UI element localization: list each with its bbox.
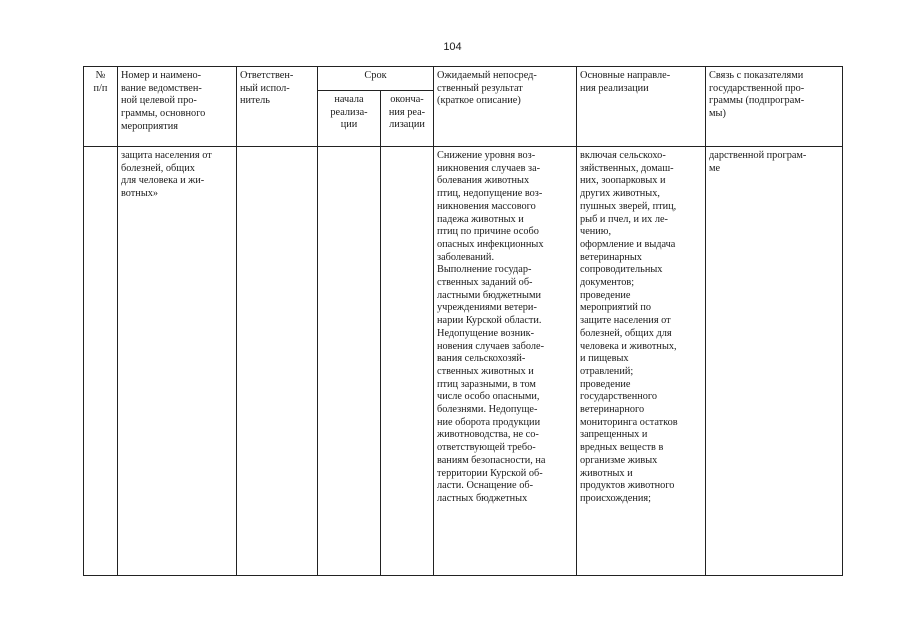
table-row (84, 147, 843, 576)
header-name: Номер и наимено- вание ведомствен- ной целевой про- граммы, основного мероприятия (118, 67, 237, 147)
header-directions: Основные направле- ния реализации (577, 67, 706, 147)
cell-link: дарственной програм- ме (706, 147, 843, 576)
program-table (83, 66, 843, 576)
header-executor: Ответствен- ный испол- нитель (237, 67, 318, 147)
cell-name: защита населения от болезней, общих для человека и жи- вотных» (118, 147, 237, 576)
page-number: 104 (443, 41, 462, 53)
cell-result: Снижение уровня воз- никновения случаев за- болевания животных птиц, недопущение воз- никновения массового падежа животных и птиц по причине особо опасных инфекционных заболеваний. Выполнение государ- ственных заданий об- ластными бюджетными учреждениями ветери- нарии Курской области. Недопущение возник- новения случаев заболе- вания сельскохозяй- ственных животных и птиц заразными, в том числе особо опасными, болезнями. Недопуще- ние оборота продукции животноводства, не со- ответствующей требо- ваниям безопасности, на территории Курской об- ласти. Оснащение об- ластных бюджетных (434, 147, 577, 576)
cell-term-start (318, 147, 381, 576)
header-result: Ожидаемый непосред- ственный результат (краткое описание) (434, 67, 577, 147)
header-term-start: начала реализа- ции (318, 91, 381, 147)
cell-num (84, 147, 118, 576)
cell-directions: включая сельскохо- зяйственных, домаш- них, зоопарковых и других животных, пушных зверей, птиц, рыб и пчел, и их ле- чению, оформление и выдача ветеринарных сопроводительных документов; проведение мероприятий по защите населения от болезней, общих для человека и животных, и пищевых отравлений; проведение государственного ветеринарного мониторинга остатков запрещенных и вредных веществ в организме живых животных и продуктов животного происхождения; (577, 147, 706, 576)
header-term-end: оконча- ния реа- лизации (381, 91, 434, 147)
header-num: № п/п (84, 67, 118, 147)
cell-term-end (381, 147, 434, 576)
header-term: Срок (318, 67, 434, 91)
header-link: Связь с показателями государственной про- граммы (подпрограм- мы) (706, 67, 843, 147)
header-row-1 (84, 67, 843, 91)
cell-executor (237, 147, 318, 576)
